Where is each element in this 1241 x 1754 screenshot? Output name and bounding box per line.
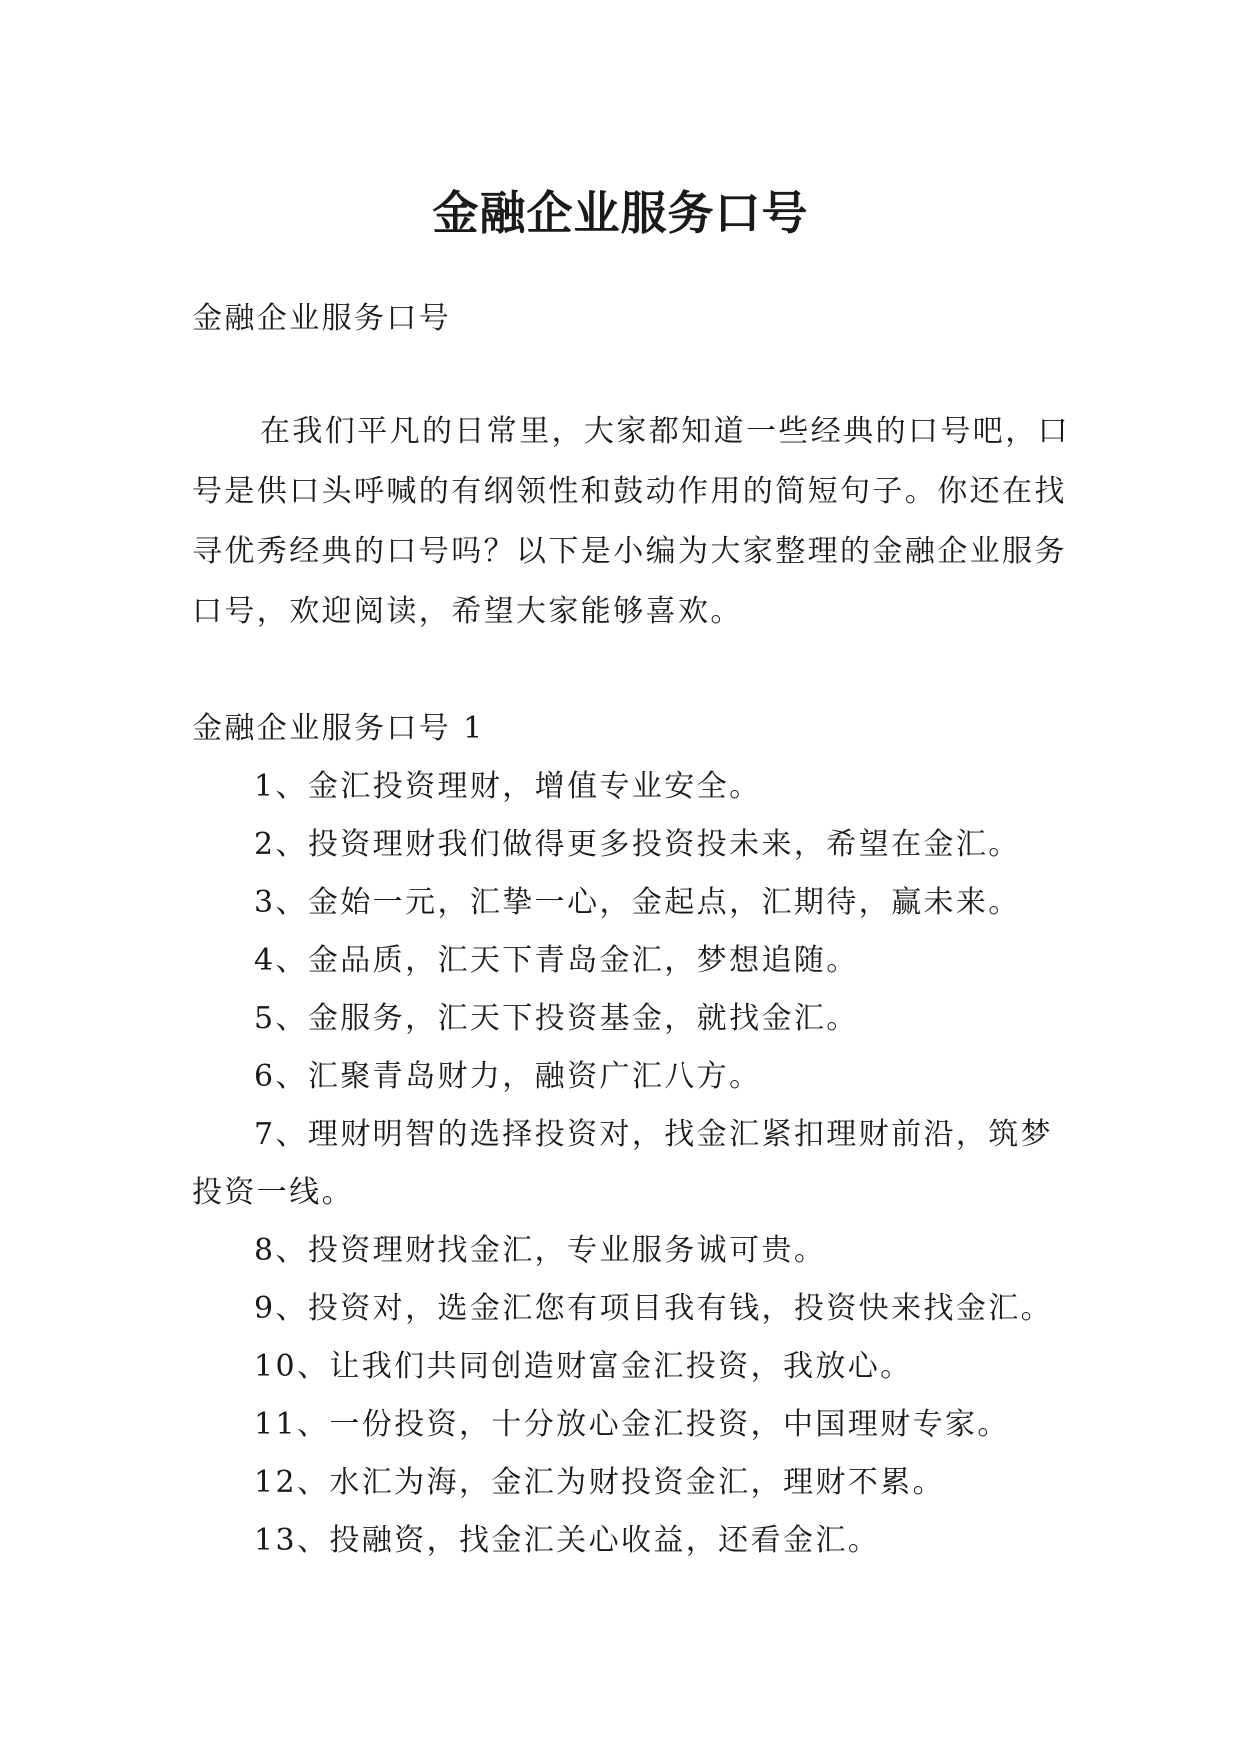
slogan-item: 3、金始一元，汇挚一心，金起点，汇期待，赢未来。 bbox=[254, 885, 1021, 920]
slogan-item: 9、投资对，选金汇您有项目我有钱，投资快来找金汇。 bbox=[254, 1291, 1054, 1326]
document-subtitle: 金融企业服务口号 bbox=[192, 301, 452, 336]
slogan-item: 8、投资理财找金汇，专业服务诚可贵。 bbox=[254, 1233, 827, 1268]
section-heading: 金融企业服务口号 1 bbox=[192, 711, 485, 746]
slogan-item: 6、汇聚青岛财力，融资广汇八方。 bbox=[254, 1059, 762, 1094]
intro-paragraph: 在我们平凡的日常里，大家都知道一些经典的口号吧，口号是供口头呼喊的有纲领性和鼓动作用的简短句子。你还在找寻优秀经典的口号吗？以下是小编为大家整理的金融企业服务口号，欢迎阅读，希望大家能够喜欢。 bbox=[192, 414, 1070, 629]
slogan-item: 1、金汇投资理财，增值专业安全。 bbox=[254, 769, 762, 804]
slogan-item: 13、投融资，找金汇关心收益，还看金汇。 bbox=[254, 1523, 881, 1558]
slogan-item: 5、金服务，汇天下投资基金，就找金汇。 bbox=[254, 1001, 859, 1036]
slogan-item: 4、金品质，汇天下青岛金汇，梦想追随。 bbox=[254, 943, 859, 978]
slogan-item: 11、一份投资，十分放心金汇投资，中国理财专家。 bbox=[254, 1407, 1010, 1442]
slogan-item: 7、理财明智的选择投资对，找金汇紧扣理财前沿，筑梦投资一线。 bbox=[192, 1117, 1054, 1210]
slogan-item: 10、让我们共同创造财富金汇投资，我放心。 bbox=[254, 1349, 913, 1384]
document-title: 金融企业服务口号 bbox=[432, 185, 809, 240]
slogan-list bbox=[192, 758, 1072, 1570]
slogan-item: 12、水汇为海，金汇为财投资金汇，理财不累。 bbox=[254, 1465, 945, 1500]
document-body bbox=[192, 290, 1072, 1570]
slogan-item: 2、投资理财我们做得更多投资投未来，希望在金汇。 bbox=[254, 827, 1021, 862]
